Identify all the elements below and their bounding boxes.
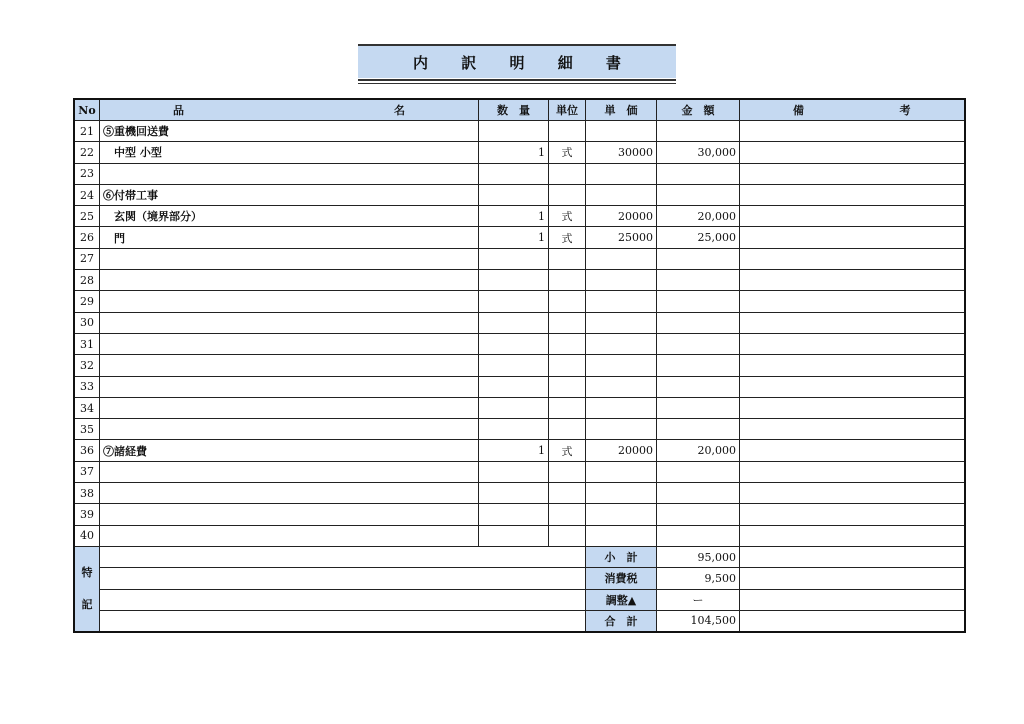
- row-number-cell[interactable]: 30: [74, 312, 100, 333]
- amount-cell[interactable]: [657, 121, 740, 142]
- unit-cell[interactable]: [549, 376, 586, 397]
- header-unit: 単位: [549, 99, 586, 121]
- special-notes-field[interactable]: [100, 610, 586, 632]
- remarks-cell[interactable]: [740, 184, 965, 205]
- summary-value[interactable]: 104,500: [657, 610, 740, 632]
- summary-remarks-cell[interactable]: [740, 589, 965, 610]
- unit-cell[interactable]: [549, 312, 586, 333]
- summary-remarks-cell[interactable]: [740, 568, 965, 589]
- quantity-cell[interactable]: [479, 270, 549, 291]
- quantity-cell[interactable]: 1: [479, 227, 549, 248]
- unit-cell[interactable]: [549, 461, 586, 482]
- remarks-cell[interactable]: [740, 163, 965, 184]
- unit-price-cell[interactable]: [586, 525, 657, 546]
- unit-price-cell[interactable]: [586, 121, 657, 142]
- quantity-cell[interactable]: 1: [479, 142, 549, 163]
- remarks-cell[interactable]: [740, 121, 965, 142]
- quantity-cell[interactable]: 1: [479, 440, 549, 461]
- unit-price-cell[interactable]: [586, 376, 657, 397]
- item-name-cell[interactable]: [100, 525, 479, 546]
- unit-cell[interactable]: [549, 525, 586, 546]
- unit-cell[interactable]: [549, 248, 586, 269]
- table-row: [74, 355, 965, 376]
- table-row: [74, 248, 965, 269]
- summary-remarks-cell[interactable]: [740, 546, 965, 567]
- unit-cell[interactable]: 式: [549, 440, 586, 461]
- header-no: No: [74, 99, 100, 121]
- unit-price-cell[interactable]: [586, 163, 657, 184]
- row-number-cell[interactable]: 25: [74, 206, 100, 227]
- document-title-box: [358, 44, 676, 78]
- breakdown-table: [73, 98, 966, 633]
- unit-cell[interactable]: [549, 163, 586, 184]
- unit-cell[interactable]: [549, 333, 586, 354]
- header-item-name-right: 名: [394, 104, 405, 117]
- remarks-cell[interactable]: [740, 525, 965, 546]
- item-name-cell[interactable]: [100, 355, 479, 376]
- unit-price-cell[interactable]: [586, 312, 657, 333]
- unit-price-cell[interactable]: [586, 355, 657, 376]
- quantity-cell[interactable]: [479, 312, 549, 333]
- row-number-cell[interactable]: 36: [74, 440, 100, 461]
- unit-price-cell[interactable]: [586, 397, 657, 418]
- unit-cell[interactable]: 式: [549, 206, 586, 227]
- unit-price-cell[interactable]: [586, 184, 657, 205]
- remarks-cell[interactable]: [740, 355, 965, 376]
- unit-price-cell[interactable]: 25000: [586, 227, 657, 248]
- item-name-cell[interactable]: [100, 461, 479, 482]
- table-row: [74, 483, 965, 504]
- unit-price-cell[interactable]: 20000: [586, 440, 657, 461]
- quantity-cell[interactable]: [479, 419, 549, 440]
- summary-label: 調整▲: [586, 589, 657, 610]
- quantity-cell[interactable]: [479, 525, 549, 546]
- amount-cell[interactable]: 20,000: [657, 440, 740, 461]
- unit-cell[interactable]: [549, 291, 586, 312]
- amount-cell[interactable]: [657, 504, 740, 525]
- table-row: [74, 163, 965, 184]
- row-number-cell[interactable]: 28: [74, 270, 100, 291]
- header-item-name-left: 品: [173, 104, 184, 117]
- amount-cell[interactable]: [657, 248, 740, 269]
- remarks-cell[interactable]: [740, 483, 965, 504]
- row-number-cell[interactable]: 27: [74, 248, 100, 269]
- unit-cell[interactable]: 式: [549, 142, 586, 163]
- table-row: [74, 525, 965, 546]
- special-notes-field[interactable]: [100, 546, 586, 567]
- table-row: [74, 333, 965, 354]
- summary-row: [74, 568, 965, 589]
- table-row: [74, 227, 965, 248]
- quantity-cell[interactable]: [479, 184, 549, 205]
- special-notes-field[interactable]: [100, 589, 586, 610]
- unit-price-cell[interactable]: [586, 248, 657, 269]
- item-name-cell[interactable]: 門: [100, 227, 479, 248]
- quantity-cell[interactable]: [479, 376, 549, 397]
- amount-cell[interactable]: 25,000: [657, 227, 740, 248]
- row-number-cell[interactable]: 26: [74, 227, 100, 248]
- unit-cell[interactable]: [549, 419, 586, 440]
- unit-cell[interactable]: [549, 397, 586, 418]
- row-number-cell[interactable]: 34: [74, 397, 100, 418]
- row-number-cell[interactable]: 24: [74, 184, 100, 205]
- quantity-cell[interactable]: [479, 333, 549, 354]
- item-name-cell[interactable]: [100, 504, 479, 525]
- unit-price-cell[interactable]: [586, 461, 657, 482]
- summary-label: 合 計: [586, 610, 657, 632]
- quantity-cell[interactable]: [479, 291, 549, 312]
- amount-cell[interactable]: [657, 419, 740, 440]
- header-amount: 金 額: [657, 99, 740, 121]
- unit-price-cell[interactable]: [586, 270, 657, 291]
- summary-value[interactable]: 95,000: [657, 546, 740, 567]
- remarks-cell[interactable]: [740, 397, 965, 418]
- special-notes-label: [74, 546, 100, 632]
- item-name-cell[interactable]: [100, 248, 479, 269]
- table-row: [74, 184, 965, 205]
- remarks-cell[interactable]: [740, 227, 965, 248]
- table-row: [74, 142, 965, 163]
- amount-cell[interactable]: [657, 333, 740, 354]
- summary-value[interactable]: 9,500: [657, 568, 740, 589]
- table-row: [74, 397, 965, 418]
- table-row: [74, 440, 965, 461]
- table-row: [74, 270, 965, 291]
- row-number-cell[interactable]: 40: [74, 525, 100, 546]
- row-number-cell[interactable]: 21: [74, 121, 100, 142]
- amount-cell[interactable]: [657, 291, 740, 312]
- item-name-cell[interactable]: [100, 312, 479, 333]
- quantity-cell[interactable]: [479, 163, 549, 184]
- summary-remarks-cell[interactable]: [740, 610, 965, 632]
- quantity-cell[interactable]: [479, 483, 549, 504]
- remarks-cell[interactable]: [740, 248, 965, 269]
- remarks-cell[interactable]: [740, 270, 965, 291]
- header-item-name: [100, 99, 479, 121]
- summary-row: [74, 610, 965, 632]
- unit-cell[interactable]: [549, 355, 586, 376]
- remarks-cell[interactable]: [740, 504, 965, 525]
- row-number-cell[interactable]: 23: [74, 163, 100, 184]
- item-name-cell[interactable]: [100, 397, 479, 418]
- quantity-cell[interactable]: [479, 121, 549, 142]
- quantity-cell[interactable]: [479, 397, 549, 418]
- table-row: [74, 206, 965, 227]
- table-row: [74, 312, 965, 333]
- unit-price-cell[interactable]: [586, 419, 657, 440]
- summary-label: 消費税: [586, 568, 657, 589]
- unit-price-cell[interactable]: [586, 504, 657, 525]
- table-row: [74, 419, 965, 440]
- document-title: 内 訳 明 細 書: [413, 54, 635, 72]
- unit-cell[interactable]: [549, 483, 586, 504]
- header-remarks-left: 備: [793, 104, 804, 117]
- item-name-cell[interactable]: [100, 270, 479, 291]
- item-name-cell[interactable]: ⑦諸経費: [100, 440, 479, 461]
- unit-price-cell[interactable]: [586, 483, 657, 504]
- remarks-cell[interactable]: [740, 312, 965, 333]
- row-number-cell[interactable]: 37: [74, 461, 100, 482]
- amount-cell[interactable]: [657, 163, 740, 184]
- row-number-cell[interactable]: 35: [74, 419, 100, 440]
- item-name-cell[interactable]: ⑤重機回送費: [100, 121, 479, 142]
- header-quantity: 数 量: [479, 99, 549, 121]
- table-row: [74, 121, 965, 142]
- amount-cell[interactable]: [657, 184, 740, 205]
- item-name-cell[interactable]: [100, 291, 479, 312]
- amount-cell[interactable]: [657, 461, 740, 482]
- table-row: [74, 291, 965, 312]
- amount-cell[interactable]: [657, 483, 740, 504]
- item-name-cell[interactable]: [100, 376, 479, 397]
- quantity-cell[interactable]: 1: [479, 206, 549, 227]
- remarks-cell[interactable]: [740, 440, 965, 461]
- table-row: [74, 376, 965, 397]
- remarks-cell[interactable]: [740, 142, 965, 163]
- unit-cell[interactable]: 式: [549, 227, 586, 248]
- unit-price-cell[interactable]: 20000: [586, 206, 657, 227]
- item-name-cell[interactable]: [100, 419, 479, 440]
- amount-cell[interactable]: [657, 312, 740, 333]
- quantity-cell[interactable]: [479, 461, 549, 482]
- row-number-cell[interactable]: 29: [74, 291, 100, 312]
- amount-cell[interactable]: [657, 525, 740, 546]
- header-remarks: [740, 99, 965, 121]
- unit-cell[interactable]: [549, 270, 586, 291]
- remarks-cell[interactable]: [740, 419, 965, 440]
- amount-cell[interactable]: 30,000: [657, 142, 740, 163]
- quantity-cell[interactable]: [479, 355, 549, 376]
- unit-price-cell[interactable]: 30000: [586, 142, 657, 163]
- summary-label: 小 計: [586, 546, 657, 567]
- unit-cell[interactable]: [549, 121, 586, 142]
- row-number-cell[interactable]: 32: [74, 355, 100, 376]
- summary-row: [74, 546, 965, 567]
- unit-cell[interactable]: [549, 184, 586, 205]
- quantity-cell[interactable]: [479, 504, 549, 525]
- row-number-cell[interactable]: 33: [74, 376, 100, 397]
- row-number-cell[interactable]: 22: [74, 142, 100, 163]
- quantity-cell[interactable]: [479, 248, 549, 269]
- amount-cell[interactable]: 20,000: [657, 206, 740, 227]
- item-name-cell[interactable]: 玄関（境界部分）: [100, 206, 479, 227]
- amount-cell[interactable]: [657, 376, 740, 397]
- remarks-cell[interactable]: [740, 333, 965, 354]
- item-name-cell[interactable]: ⑥付帯工事: [100, 184, 479, 205]
- header-unit-price: 単 価: [586, 99, 657, 121]
- row-number-cell[interactable]: 38: [74, 483, 100, 504]
- special-notes-field[interactable]: [100, 568, 586, 589]
- item-name-cell[interactable]: [100, 483, 479, 504]
- header-remarks-right: 考: [899, 104, 911, 117]
- remarks-cell[interactable]: [740, 376, 965, 397]
- remarks-cell[interactable]: [740, 291, 965, 312]
- item-name-cell[interactable]: [100, 333, 479, 354]
- summary-value[interactable]: ー: [657, 589, 740, 610]
- special-notes-label-top: 特: [81, 566, 93, 580]
- row-number-cell[interactable]: 31: [74, 333, 100, 354]
- unit-price-cell[interactable]: [586, 291, 657, 312]
- remarks-cell[interactable]: [740, 206, 965, 227]
- special-notes-label-bottom: 記: [81, 598, 93, 612]
- row-number-cell[interactable]: 39: [74, 504, 100, 525]
- table-row: [74, 504, 965, 525]
- unit-price-cell[interactable]: [586, 333, 657, 354]
- item-name-cell[interactable]: [100, 163, 479, 184]
- header-row: [74, 99, 965, 121]
- amount-cell[interactable]: [657, 270, 740, 291]
- table-row: [74, 461, 965, 482]
- amount-cell[interactable]: [657, 355, 740, 376]
- amount-cell[interactable]: [657, 397, 740, 418]
- summary-row: [74, 589, 965, 610]
- remarks-cell[interactable]: [740, 461, 965, 482]
- item-name-cell[interactable]: 中型 小型: [100, 142, 479, 163]
- unit-cell[interactable]: [549, 504, 586, 525]
